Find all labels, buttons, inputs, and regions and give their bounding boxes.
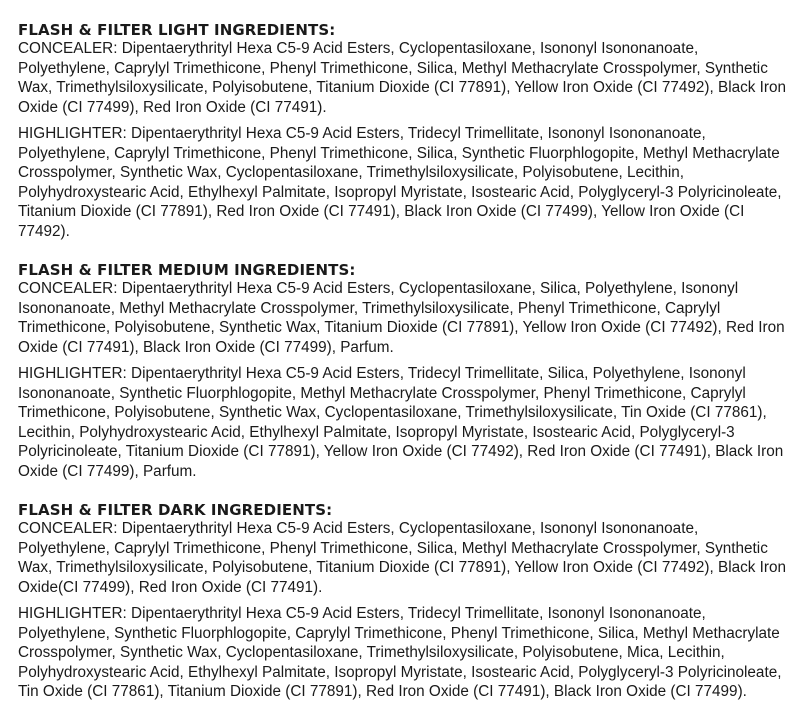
section-medium bbox=[18, 261, 788, 481]
highlighter-ingredients-dark: HIGHLIGHTER: Dipentaerythrityl Hexa C5-9 Acid Esters, Tridecyl Trimellitate, Isononyl Isononanoate, Polyethylene, Synthetic Fluorphlogopite, Caprylyl Trimethicone, Phenyl Trimethicone, Silica, Methyl Methacrylate Crosspolymer, Synthetic Wax, Cyclopentasiloxane, Trimethylsiloxysilicate, Polyisobutene, Mica, Lecithin, Polyhydroxystearic Acid, Ethylhexyl Palmitate, Isopropyl Myristate, Isostearic Acid, Polyglyceryl-3 Polyricinoleate, Tin Oxide (CI 77861), Titanium Dioxide (CI 77891), Red Iron Oxide (CI 77491), Black Iron Oxide (CI 77499). bbox=[18, 605, 782, 700]
section-light bbox=[18, 21, 788, 241]
highlighter-ingredients-medium: HIGHLIGHTER: Dipentaerythrityl Hexa C5-9 Acid Esters, Tridecyl Trimellitate, Silica, Polyethylene, Isononyl Isononanoate, Synthetic Fluorphlogopite, Methyl Methacrylate Crosspolymer, Phenyl Trimethicone, Caprylyl Trimethicone, Polyisobutene, Synthetic Wax, Cyclopentasiloxane, Trimethylsiloxysilicate, Tin Oxide (CI 77861), Lecithin, Polyhydroxystearic Acid, Ethylhexyl Palmitate, Isopropyl Myristate, Isostearic Acid, Polyglyceryl-3 Polyricinoleate, Titanium Dioxide (CI 77891), Yellow Iron Oxide (CI 77492), Red Iron Oxide (CI 77491), Black Iron Oxide (CI 77499), Parfum. bbox=[18, 365, 784, 480]
highlighter-ingredients-light: HIGHLIGHTER: Dipentaerythrityl Hexa C5-9 Acid Esters, Tridecyl Trimellitate, Isononyl Isononanoate, Polyethylene, Caprylyl Trimethicone, Phenyl Trimethicone, Silica, Synthetic Fluorphlogopite, Methyl Methacrylate Crosspolymer, Synthetic Wax, Cyclopentasiloxane, Trimethylsiloxysilicate, Polyisobutene, Lecithin, Polyhydroxystearic Acid, Ethylhexyl Palmitate, Isopropyl Myristate, Isostearic Acid, Polyglyceryl-3 Polyricinoleate, Titanium Dioxide (CI 77891), Red Iron Oxide (CI 77491), Black Iron Oxide (CI 77499), Yellow Iron Oxide (CI 77492). bbox=[18, 125, 782, 240]
section-heading-dark: FLASH & FILTER DARK INGREDIENTS: bbox=[18, 501, 333, 519]
section-dark bbox=[18, 501, 788, 702]
concealer-ingredients-light: CONCEALER: Dipentaerythrityl Hexa C5-9 Acid Esters, Cyclopentasiloxane, Isononyl Isononanoate, Polyethylene, Caprylyl Trimethicone, Phenyl Trimethicone, Silica, Methyl Methacrylate Crosspolymer, Synthetic Wax, Trimethylsiloxysilicate, Polyisobutene, Titanium Dioxide (CI 77891), Yellow Iron Oxide (CI 77492), Black Iron Oxide (CI 77499), Red Iron Oxide (CI 77491). bbox=[18, 40, 787, 116]
section-heading-medium: FLASH & FILTER MEDIUM INGREDIENTS: bbox=[18, 261, 356, 279]
ingredients-document bbox=[18, 21, 788, 722]
concealer-ingredients-medium: CONCEALER: Dipentaerythrityl Hexa C5-9 Acid Esters, Cyclopentasiloxane, Silica, Polyethylene, Isononyl Isononanoate, Methyl Methacrylate Crosspolymer, Trimethylsiloxysilicate, Phenyl Trimethicone, Caprylyl Trimethicone, Polyisobutene, Synthetic Wax, Titanium Dioxide (CI 77891), Yellow Iron Oxide (CI 77492), Red Iron Oxide (CI 77491), Black Iron Oxide (CI 77499), Parfum. bbox=[18, 280, 785, 356]
section-heading-light: FLASH & FILTER LIGHT INGREDIENTS: bbox=[18, 21, 336, 39]
concealer-ingredients-dark: CONCEALER: Dipentaerythrityl Hexa C5-9 Acid Esters, Cyclopentasiloxane, Isononyl Isononanoate, Polyethylene, Caprylyl Trimethicone, Phenyl Trimethicone, Silica, Methyl Methacrylate Crosspolymer, Synthetic Wax, Trimethylsiloxysilicate, Polyisobutene, Titanium Dioxide (CI 77891), Yellow Iron Oxide (CI 77492), Black Iron Oxide(CI 77499), Red Iron Oxide (CI 77491). bbox=[18, 520, 787, 596]
